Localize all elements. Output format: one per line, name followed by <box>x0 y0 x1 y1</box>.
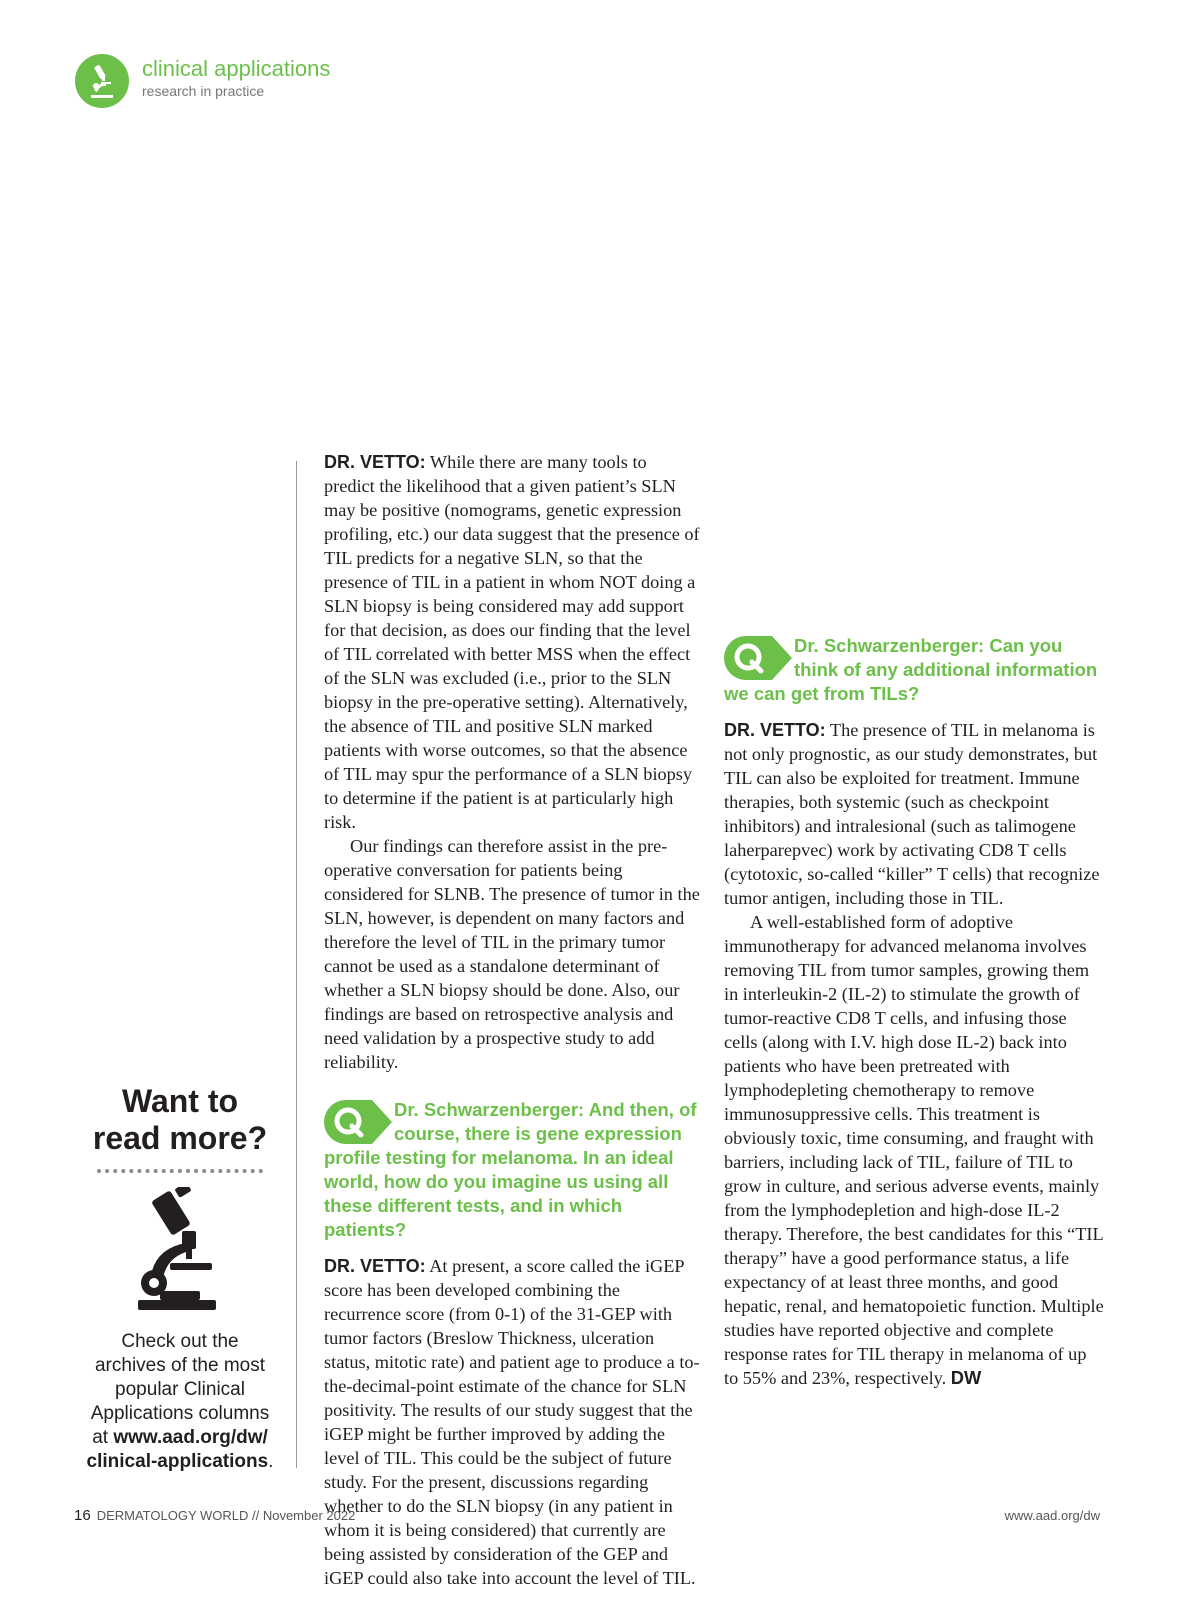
article-column-1 <box>324 450 700 1590</box>
article-paragraph <box>724 718 1104 910</box>
read-more-sidebar <box>60 1083 300 1474</box>
sidebar-heading <box>60 1083 300 1157</box>
speaker-label: DR. VETTO: <box>724 720 826 740</box>
paragraph-text: While there are many tools to predict the likelihood that a given patient’s SLN may be positive (nomograms, genetic expression profiling, etc.) our data suggest that the presence of TIL predicts for a negative SLN, so that the presence of TIL in a patient in whom NOT doing a SLN biopsy is being considered may add support for that decision, as does our finding that the level of TIL correlated with better MSS when the effect of the SLN was excluded (i.e., prior to the SLN biopsy in the pre-operative setting). Alternatively, the absence of TIL and positive SLN marked patients with worse outcomes, so that the absence of TIL may spur the performance of a SLN biopsy to determine if the patient is at particularly high risk. <box>324 452 700 832</box>
sidebar-text-line: Applications columns <box>90 1403 270 1424</box>
paragraph-text: At present, a score called the iGEP score has been developed combining the recurrence score (from 0-1) of the 31-GEP with tumor factors (Breslow Thickness, ulceration status, mitotic rate) and patient age to produce a to-the-decimal-point estimate of the chance for SLN positivity. The results of our study suggest that the iGEP might be further improved by adding the level of TIL. This could be the subject of future study. For the present, discussions regarding whether to do the SLN biopsy (in any patient in whom it is being considered) that currently are being assisted by consideration of the GEP and iGEP could also take into account the level of TIL. <box>324 1256 700 1588</box>
microscope-logo-icon <box>75 54 129 108</box>
question-q-icon <box>724 636 792 680</box>
sidebar-heading-line: read more? <box>92 1120 268 1156</box>
question-block <box>724 634 1104 706</box>
article-paragraph <box>724 910 1104 1390</box>
interviewer-question: Dr. Schwarzenberger: And then, of course, there is gene expression profile testing for melanoma. In an ideal world, how do you imagine us using all these different tests, and in which patients? <box>324 1099 697 1240</box>
sidebar-text-end: . <box>268 1451 274 1472</box>
sidebar-text <box>60 1330 300 1474</box>
article-column-2-body <box>724 622 1104 1390</box>
sidebar-text-line: popular Clinical <box>115 1379 245 1400</box>
article-paragraph <box>324 450 700 834</box>
sidebar-heading-line: Want to <box>121 1083 239 1119</box>
sidebar-text-at: at <box>92 1427 114 1448</box>
speaker-label: DR. VETTO: <box>324 452 426 472</box>
dotted-divider <box>97 1169 263 1173</box>
article-paragraph <box>324 1254 700 1590</box>
publication-info: DERMATOLOGY WORLD // November 2022 <box>96 1508 356 1523</box>
question-q-icon <box>324 1100 392 1144</box>
microscope-icon <box>60 1187 300 1320</box>
speaker-label: DR. VETTO: <box>324 1256 426 1276</box>
paragraph-text: The presence of TIL in melanoma is not only prognostic, as our study demonstrates, but TIL can also be exploited for treatment. Immune therapies, both systemic (such as checkpoint inhibitors) and intralesional (such as talimogene laherparepvec) work by activating CD8 T cells (cytotoxic, so-called “killer” T cells) that recognize tumor antigen, including those in TIL. <box>724 720 1100 908</box>
sidebar-text-line: archives of the most <box>94 1355 266 1376</box>
page-number: 16 <box>74 1507 91 1524</box>
section-subtitle: research in practice <box>142 83 265 99</box>
column-divider <box>296 461 297 1468</box>
interviewer-question: Dr. Schwarzenberger: Can you think of any additional information we can get from TILs? <box>724 635 1098 704</box>
sidebar-text-line: Check out the <box>121 1331 239 1352</box>
archive-link-cont[interactable]: clinical-applications <box>86 1451 269 1472</box>
archive-link[interactable]: www.aad.org/dw/ <box>113 1427 268 1448</box>
question-block <box>324 1098 700 1242</box>
footer-url[interactable]: www.aad.org/dw <box>1004 1508 1100 1523</box>
end-mark: DW <box>950 1367 982 1388</box>
paragraph-text: A well-established form of adoptive immunotherapy for advanced melanoma involves removing TIL from tumor samples, growing them in interleukin-2 (IL-2) to stimulate the growth of tumor-reactive CD8 T cells, and infusing those cells (along with I.V. high dose IL-2) back into patients who have been pretreated with lymphodepleting chemotherapy to remove immunosuppressive cells. This treatment is obviously toxic, time consuming, and fraught with barriers, including lack of TIL, failure of TIL to grow in culture, and serious adverse events, mainly from the lymphodepletion and high-dose IL-2 therapy. Therefore, the best candidates for this “TIL therapy” have a good performance status, a life expectancy of at least three months, and good hepatic, renal, and hematopoietic function. Multiple studies have reported objective and complete response rates for TIL therapy in melanoma of up to 55% and 23%, respectively. <box>724 912 1104 1388</box>
footer-left <box>74 1507 355 1524</box>
section-header <box>75 54 330 108</box>
article-paragraph: Our findings can therefore assist in the pre-operative conversation for patients being considered for SLNB. The presence of tumor in the SLN, however, is dependent on many factors and therefore the level of TIL in the primary tumor cannot be used as a standalone determinant of whether a SLN biopsy should be done. Also, our findings are based on retrospective analysis and need validation by a prospective study to add reliability. <box>324 836 700 1072</box>
section-title: clinical applications <box>142 56 331 81</box>
